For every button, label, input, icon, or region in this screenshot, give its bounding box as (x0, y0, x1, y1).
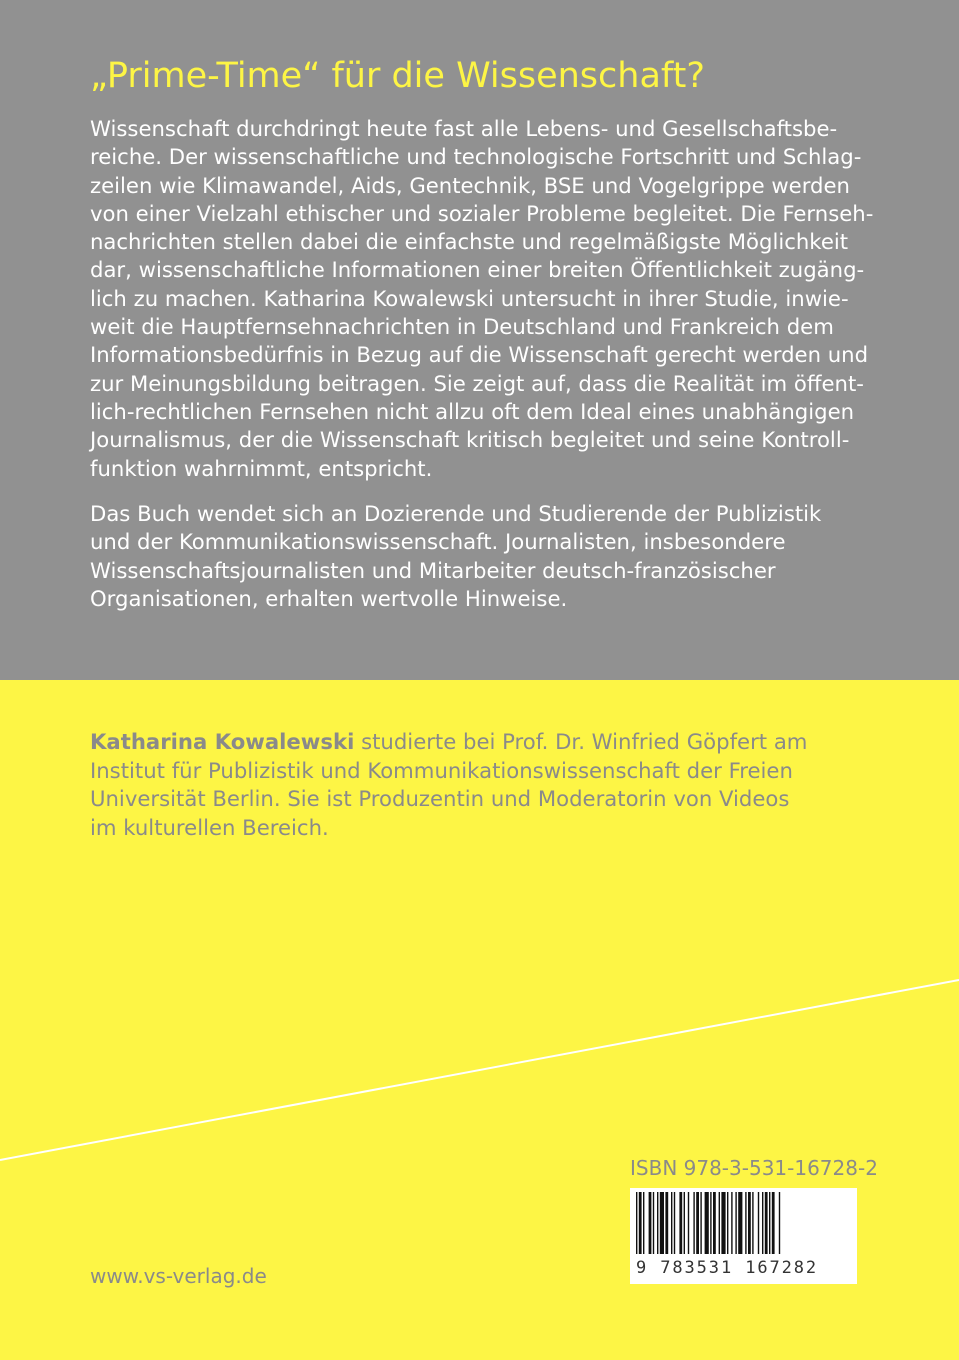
description-line: weit die Hauptfernsehnachrichten in Deutschland und Frankreich dem (90, 314, 834, 340)
barcode-bar (653, 1192, 654, 1254)
author-name: Katharina Kowalewski (90, 729, 355, 754)
audience-paragraph (90, 500, 821, 613)
barcode-bar (731, 1192, 732, 1254)
barcode-bar (752, 1192, 753, 1254)
description-line: zeilen wie Klimawandel, Aids, Gentechnik, BSE und Vogelgrippe werden (90, 172, 850, 198)
barcode-bar (705, 1192, 709, 1254)
barcode-bar (660, 1192, 664, 1254)
barcode-bar (719, 1192, 720, 1254)
description-paragraph (90, 115, 873, 483)
description-line: Journalismus, der die Wissenschaft kritisch begleitet und seine Kontroll- (90, 427, 850, 453)
description-line: lich zu machen. Katharina Kowalewski untersucht in ihrer Studie, inwie- (90, 285, 849, 311)
barcode-bar (765, 1192, 768, 1254)
description-line: von einer Vielzahl ethischer und sozialer Probleme begleitet. Die Fernseh- (90, 200, 874, 226)
description-line: Informationsbedürfnis in Bezug auf die Wissenschaft gerecht werden und (90, 342, 869, 368)
description-line: zur Meinungsbildung beitragen. Sie zeigt auf, dass die Realität im öffent- (90, 370, 864, 396)
barcode-bar (636, 1192, 637, 1254)
barcode-bar (748, 1192, 751, 1254)
barcode-bar (696, 1192, 699, 1254)
barcode-bar (713, 1192, 716, 1254)
barcode-bar (710, 1192, 711, 1254)
barcode-bars (634, 1192, 853, 1256)
barcode-bar (772, 1192, 775, 1254)
description-line: funktion wahrnimmt, entspricht. (90, 455, 433, 481)
author-bio (90, 728, 807, 842)
barcode-bar (769, 1192, 770, 1254)
author-bio-line1-rest: studierte bei Prof. Dr. Winfried Göpfert am (354, 729, 808, 754)
barcode (630, 1188, 857, 1284)
barcode-bar (727, 1192, 728, 1254)
barcode-bar (679, 1192, 682, 1254)
barcode-bar (688, 1192, 689, 1254)
barcode-bar (684, 1192, 685, 1254)
isbn-label: ISBN 978-3-531-16728-2 (630, 1156, 878, 1180)
barcode-bar (639, 1192, 642, 1254)
headline: „Prime-Time“ für die Wissenschaft? (90, 56, 705, 96)
publisher-website: www.vs-verlag.de (90, 1264, 267, 1288)
description-line: reiche. Der wissenschaftliche und technologische Fortschritt und Schlag- (90, 144, 862, 170)
barcode-bar (674, 1192, 675, 1254)
barcode-bar (738, 1192, 742, 1254)
description-line: Wissenschaft durchdringt heute fast alle Lebens- und Gesellschaftsbe- (90, 116, 838, 141)
barcode-bar (745, 1192, 746, 1254)
author-bio-line (90, 728, 807, 757)
audience-line: und der Kommunikationswissenschaft. Journalisten, insbesondere (90, 529, 786, 555)
barcode-bar (721, 1192, 725, 1254)
author-bio-line: im kulturellen Bereich. (90, 814, 329, 840)
barcode-bar (649, 1192, 652, 1254)
barcode-bar (758, 1192, 759, 1254)
author-bio-line: Universität Berlin. Sie ist Produzentin und Moderatorin von Videos (90, 786, 790, 811)
barcode-bar (665, 1192, 668, 1254)
description-line: dar, wissenschaftliche Informationen einer breiten Öffentlichkeit zugäng- (90, 257, 865, 283)
description-line: nachrichten stellen dabei die einfachste und regelmäßigste Möglichkeit (90, 229, 849, 255)
barcode-bar (671, 1192, 672, 1254)
barcode-bar (735, 1192, 736, 1254)
barcode-bar (700, 1192, 701, 1254)
audience-line: Das Buch wendet sich an Dozierende und Studierende der Publizistik (90, 501, 822, 526)
barcode-bar (762, 1192, 763, 1254)
audience-line: Wissenschaftsjournalisten und Mitarbeiter deutsch-französischer (90, 557, 776, 583)
barcode-bar (657, 1192, 658, 1254)
author-bio-line: Institut für Publizistik und Kommunikationswissenschaft der Freien (90, 757, 793, 783)
description-line: lich-rechtlichen Fernsehen nicht allzu oft dem Ideal eines unabhängigen (90, 398, 855, 424)
barcode-bar (643, 1192, 644, 1254)
audience-line: Organisationen, erhalten wertvolle Hinweise. (90, 585, 568, 611)
barcode-digits: 9 783531 167282 (636, 1258, 819, 1278)
barcode-bar (693, 1192, 694, 1254)
barcode-bar (779, 1192, 780, 1254)
